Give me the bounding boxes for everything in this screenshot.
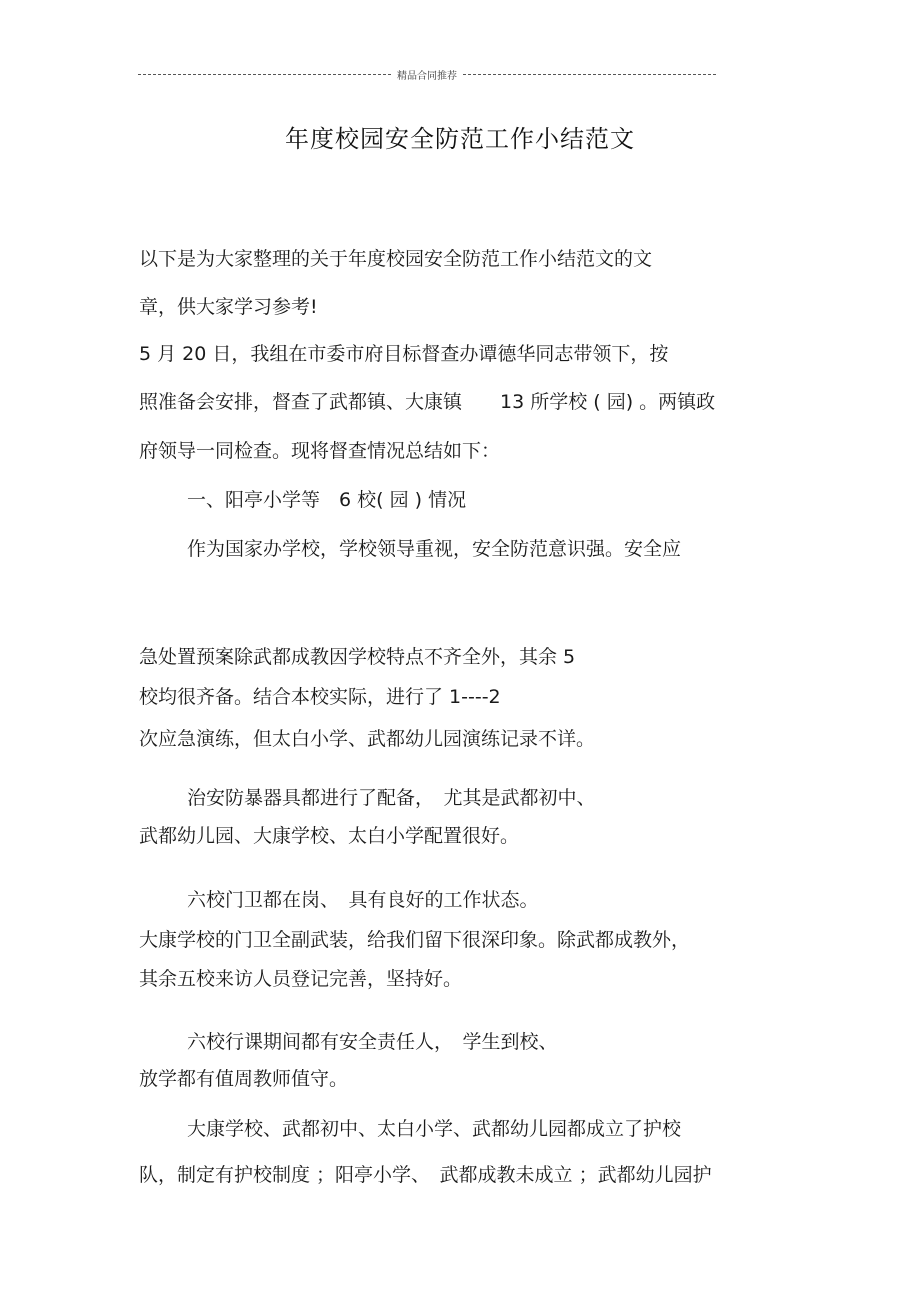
paragraph-6-line-2: 队，制定有护校制度 ；阳亭小学、 武都成教未成立 ；武都幼儿园护	[139, 1164, 712, 1186]
paragraph-2-line-1: 作为国家办学校，学校领导重视，安全防范意识强。安全应	[187, 538, 682, 560]
paragraph-5-line-1: 六校行课期间都有安全责任人， 学生到校、	[187, 1031, 558, 1053]
paragraph-2-line-2: 急处置预案除武都成教因学校特点不齐全外，其余 5	[139, 646, 576, 668]
paragraph-1-line-1: 5 月 20 日，我组在市委市府目标督查办谭德华同志带领下，按	[139, 343, 669, 365]
paragraph-4-line-1: 六校门卫都在岗、 具有良好的工作状态。	[187, 889, 539, 911]
intro-line-1: 以下是为大家整理的关于年度校园安全防范工作小结范文的文	[139, 248, 653, 270]
header-dash-left	[138, 74, 391, 75]
paragraph-3-line-2: 武都幼儿园、大康学校、太白小学配置很好。	[139, 825, 520, 847]
page-header	[138, 64, 716, 84]
paragraph-1-line-2: 照准备会安排，督查了武都镇、大康镇 13 所学校 ( 园) 。两镇政	[139, 391, 716, 413]
paragraph-4-line-3: 其余五校来访人员登记完善，坚持好。	[139, 968, 463, 990]
section-heading-1: 一、阳亭小学等 6 校( 园 ) 情况	[187, 489, 467, 511]
document-title: 年度校园安全防范工作小结范文	[285, 125, 635, 153]
intro-line-2: 章，供大家学习参考!	[139, 296, 318, 318]
paragraph-2-line-3: 校均很齐备。结合本校实际，进行了 1----2	[139, 686, 501, 708]
header-label: 精品合同推荐	[397, 70, 457, 82]
paragraph-3-line-1: 治安防暴器具都进行了配备， 尤其是武都初中、	[187, 787, 596, 809]
paragraph-6-line-1: 大康学校、武都初中、太白小学、武都幼儿园都成立了护校	[187, 1118, 682, 1140]
paragraph-2-line-4: 次应急演练，但太白小学、武都幼儿园演练记录不详。	[139, 728, 596, 750]
paragraph-4-line-2: 大康学校的门卫全副武装，给我们留下很深印象。除武都成教外，	[139, 929, 691, 951]
paragraph-5-line-2: 放学都有值周教师值守。	[139, 1068, 349, 1090]
header-dash-right	[463, 74, 716, 75]
paragraph-1-line-3: 府领导一同检查。现将督查情况总结如下：	[139, 440, 501, 462]
